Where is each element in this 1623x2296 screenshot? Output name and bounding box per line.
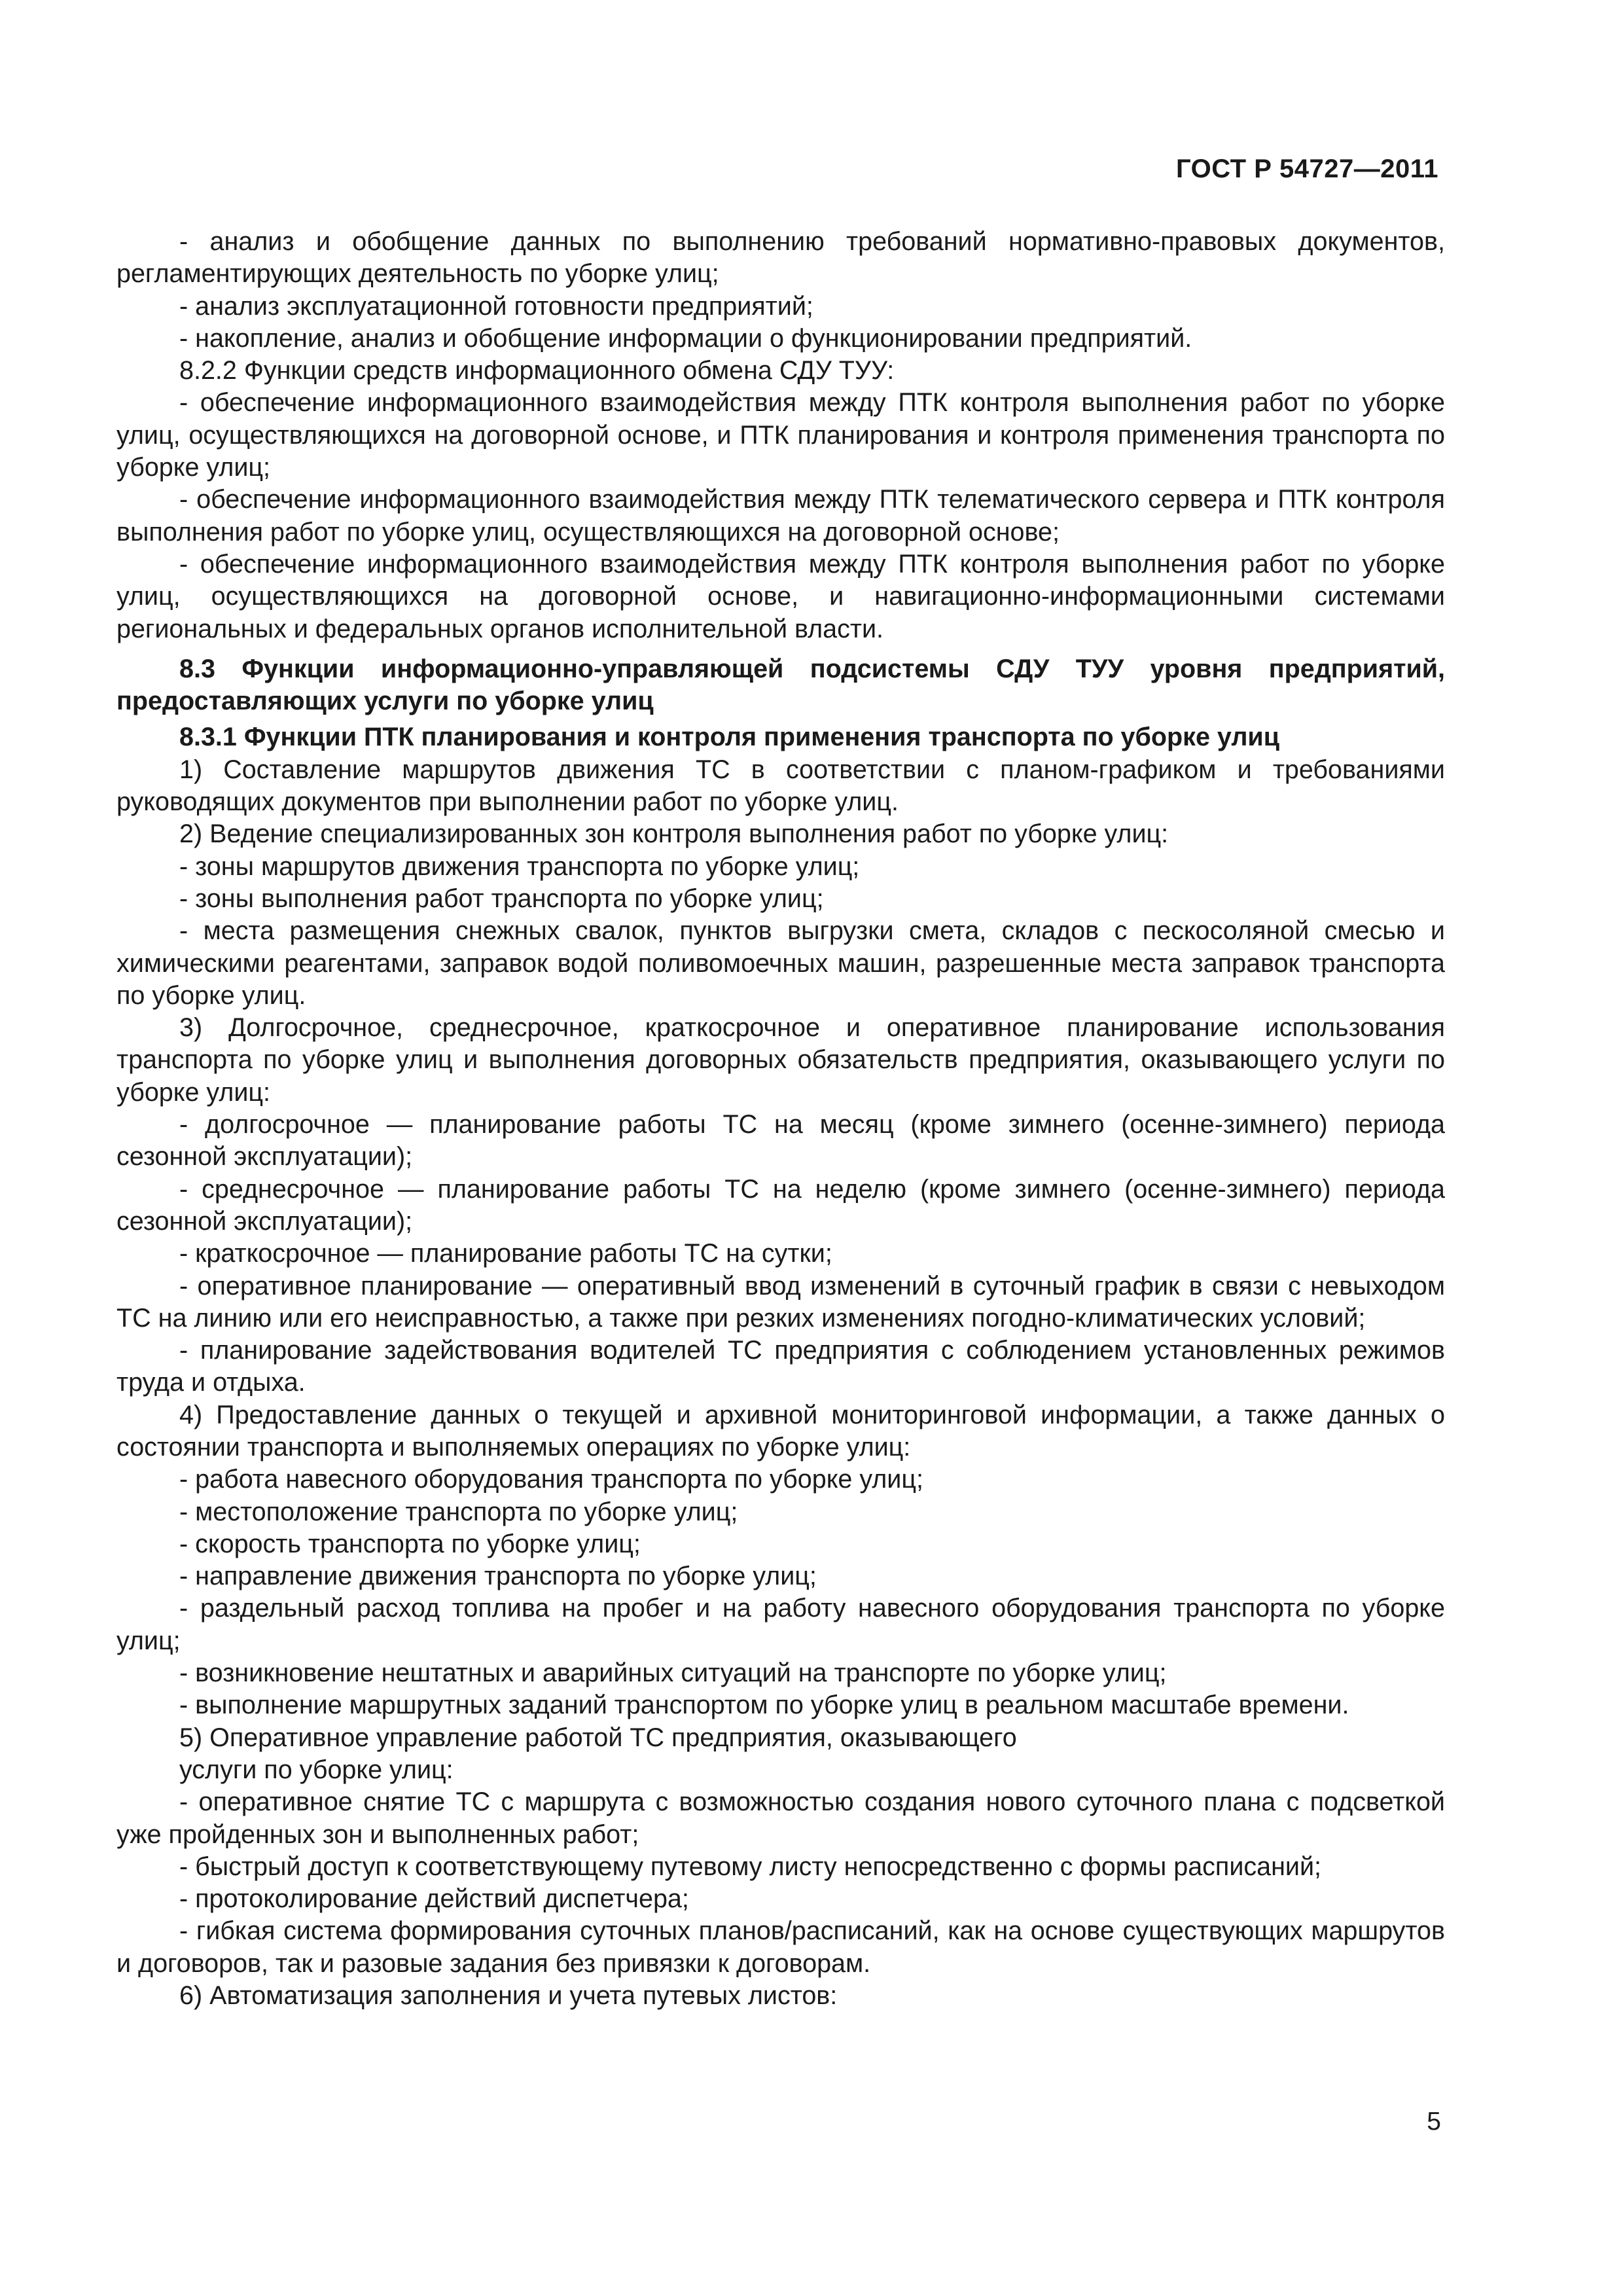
paragraph: 4) Предоставление данных о текущей и архивной мониторинговой информации, а также данных о состоянии транспорта и выполняемых операциях по уборке улиц: (116, 1400, 1445, 1462)
paragraph: - среднесрочное — планирование работы ТС на неделю (кроме зимнего (осенне-зимнего) периода сезонной эксплуатации); (116, 1174, 1445, 1236)
document-code-header: ГОСТ Р 54727—2011 (1176, 154, 1438, 183)
paragraph: - обеспечение информационного взаимодействия между ПТК контроля выполнения работ по уборке улиц, осуществляющихся на договорной основе, и навигационно-информационными системами региональных и федеральных органов исполнительной власти. (116, 549, 1445, 643)
paragraph: - обеспечение информационного взаимодействия между ПТК контроля выполнения работ по уборке улиц, осуществляющихся на договорной основе, и ПТК планирования и контроля применения транспорта по уборке улиц; (116, 388, 1445, 482)
paragraph: 8.2.2 Функции средств информационного обмена СДУ ТУУ: (179, 356, 895, 386)
paragraph: - выполнение маршрутных заданий транспортом по уборке улиц в реальном масштабе времени. (179, 1691, 1349, 1720)
paragraph: - накопление, анализ и обобщение информации о функционировании предприятий. (179, 323, 1192, 353)
document-body (116, 226, 1445, 2012)
paragraph: 3) Долгосрочное, среднесрочное, краткосрочное и оперативное планирование использования транспорта по уборке улиц и выполнения договорных обязательств предприятия, оказывающего услуги по уборке улиц: (116, 1013, 1445, 1107)
paragraph: - протоколирование действий диспетчера; (179, 1884, 689, 1914)
page-number: 5 (1427, 2108, 1441, 2136)
paragraph: - направление движения транспорта по уборке улиц; (179, 1562, 817, 1591)
paragraph: 6) Автоматизация заполнения и учета путевых листов: (179, 1981, 838, 2011)
paragraph: - планирование задействования водителей ТС предприятия с соблюдением установленных режимов труда и отдыха. (116, 1336, 1445, 1397)
paragraph: - места размещения снежных свалок, пунктов выгрузки смета, складов с пескосоляной смесью и химическими реагентами, заправок водой поливомоечных машин, разрешенные места заправок транспорта по уборке улиц. (116, 916, 1445, 1010)
section-heading: 8.3.1 Функции ПТК планирования и контроля применения транспорта по уборке улиц (179, 723, 1279, 752)
paragraph: - оперативное планирование — оперативный ввод изменений в суточный график в связи с невыходом ТС на линию или его неисправностью, а также при резких изменениях погодно-климатических условий; (116, 1271, 1445, 1333)
paragraph: - краткосрочное — планирование работы ТС на сутки; (179, 1239, 832, 1268)
paragraph: 5) Оперативное управление работой ТС предприятия, оказывающего (179, 1723, 1017, 1752)
paragraph: - анализ и обобщение данных по выполнению требований нормативно-правовых документов, регламентирующих деятельность по уборке улиц; (116, 227, 1445, 289)
paragraph: - зоны маршрутов движения транспорта по уборке улиц; (179, 852, 860, 881)
paragraph: - обеспечение информационного взаимодействия между ПТК телематического сервера и ПТК контроля выполнения работ по уборке улиц, осуществляющихся на договорной основе; (116, 485, 1445, 547)
section-heading: 8.3 Функции информационно-управляющей подсистемы СДУ ТУУ уровня предприятий, предоставляющих услуги по уборке улиц (116, 654, 1445, 716)
paragraph: - оперативное снятие ТС с маршрута с возможностью создания нового суточного плана с подсветкой уже пройденных зон и выполненных работ; (116, 1787, 1445, 1849)
paragraph: - быстрый доступ к соответствующему путевому листу непосредственно с формы расписаний; (179, 1852, 1322, 1881)
paragraph: - зоны выполнения работ транспорта по уборке улиц; (179, 884, 824, 913)
paragraph: услуги по уборке улиц: (179, 1755, 454, 1784)
paragraph: 1) Составление маршрутов движения ТС в соответствии с планом-графиком и требованиями руководящих документов при выполнении работ по уборке улиц. (116, 755, 1445, 817)
paragraph: 2) Ведение специализированных зон контроля выполнения работ по уборке улиц: (179, 819, 1169, 849)
paragraph: - местоположение транспорта по уборке улиц; (179, 1497, 738, 1526)
paragraph: - работа навесного оборудования транспорта по уборке улиц; (179, 1465, 923, 1494)
paragraph: - возникновение нештатных и аварийных ситуаций на транспорте по уборке улиц; (179, 1659, 1167, 1688)
paragraph: - раздельный расход топлива на пробег и на работу навесного оборудования транспорта по уборке улиц; (116, 1594, 1445, 1655)
paragraph: - скорость транспорта по уборке улиц; (179, 1529, 641, 1558)
paragraph: - долгосрочное — планирование работы ТС на месяц (кроме зимнего (осенне-зимнего) периода сезонной эксплуатации); (116, 1110, 1445, 1172)
paragraph: - анализ эксплуатационной готовности предприятий; (179, 291, 813, 321)
paragraph: - гибкая система формирования суточных планов/расписаний, как на основе существующих маршрутов и договоров, так и разовые задания без привязки к договорам. (116, 1916, 1445, 1978)
